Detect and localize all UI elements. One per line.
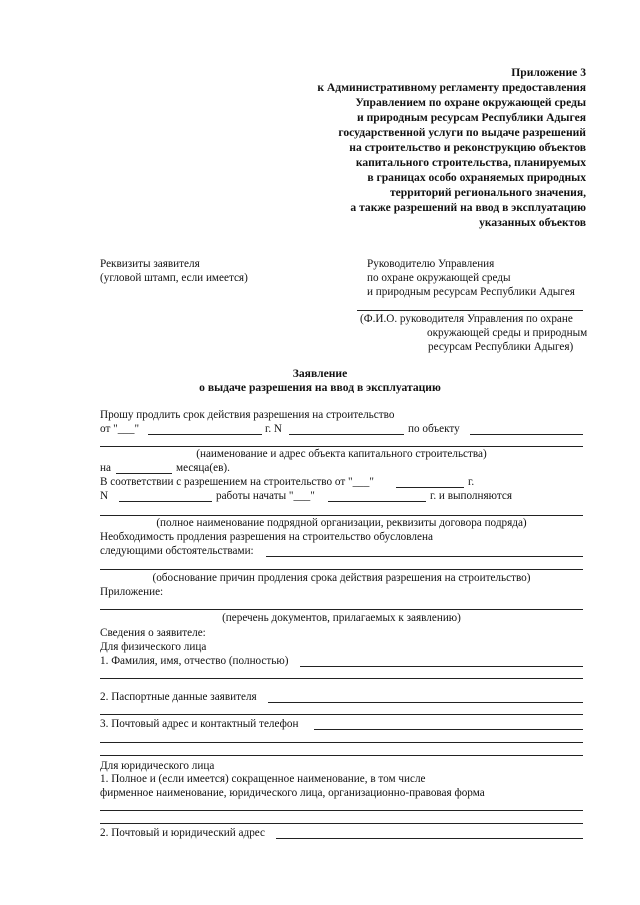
header-line: Управлением по охране окружающей среды xyxy=(355,96,586,109)
n-label: N xyxy=(100,490,109,502)
object-field[interactable] xyxy=(470,434,583,435)
applicant-info-label: Сведения о заявителе: xyxy=(100,627,206,639)
circumstances-field[interactable] xyxy=(266,556,583,557)
legal-name-label: фирменное наименование, юридического лица, организационно-правовая форма xyxy=(100,787,485,799)
applicant-requisites-label: Реквизиты заявителя xyxy=(100,258,200,270)
attachment-label: Приложение: xyxy=(100,586,164,598)
g-label: г. xyxy=(468,476,475,488)
g-n-label: г. N xyxy=(265,423,282,435)
legal-name-label: 1. Полное и (если имеется) сокращенное наименование, в том числе xyxy=(100,773,426,785)
legal-address-field[interactable] xyxy=(276,838,583,839)
necessity-text: Необходимость продления разрешения на строительство обусловлена xyxy=(100,531,433,543)
postal-phone-field-line3[interactable] xyxy=(100,755,583,756)
fio-label: 1. Фамилия, имя, отчество (полностью) xyxy=(100,655,289,667)
appendix-number: Приложение 3 xyxy=(511,66,586,79)
addressee-note: (Ф.И.О. руководителя Управления по охране xyxy=(360,313,573,325)
addressee-line: и природным ресурсам Республики Адыгея xyxy=(367,286,575,298)
legal-name-field[interactable] xyxy=(100,810,583,811)
works-started-label: работы начаты "___" xyxy=(216,490,315,502)
header-line: к Административному регламенту предоставления xyxy=(317,81,586,94)
legal-address-label: 2. Почтовый и юридический адрес xyxy=(100,827,266,839)
header-line: на строительство и реконструкцию объектов xyxy=(349,141,586,154)
permit-number-field[interactable] xyxy=(289,434,404,435)
header-line: в границах особо охраняемых природных xyxy=(367,171,586,184)
header-line: государственной услуги по выдаче разрешений xyxy=(338,126,586,139)
passport-label: 2. Паспортные данные заявителя xyxy=(100,691,257,703)
object-label: по объекту xyxy=(408,423,460,435)
object-field-line2[interactable] xyxy=(100,446,583,447)
g-performed-label: г. и выполняются xyxy=(430,490,512,502)
request-text: Прошу продлить срок действия разрешения на строительство xyxy=(100,409,395,421)
addressee-note: окружающей среды и природным xyxy=(427,327,588,339)
permit-no-field[interactable] xyxy=(119,501,212,502)
permit-date-field[interactable] xyxy=(396,487,464,488)
document-title: Заявление xyxy=(292,367,348,380)
fio-field-line2[interactable] xyxy=(100,678,583,679)
addressee-line: по охране окружающей среды xyxy=(367,272,511,284)
addressee-name-line[interactable] xyxy=(357,310,583,311)
from-label: от "___" xyxy=(100,423,140,435)
contractor-field[interactable] xyxy=(100,515,583,516)
postal-phone-label: 3. Почтовый адрес и контактный телефон xyxy=(100,718,299,730)
corner-stamp-note: (угловой штамп, если имеется) xyxy=(100,272,248,284)
header-line: и природным ресурсам Республики Адыгея xyxy=(357,111,586,124)
object-caption: (наименование и адрес объекта капитального строительства) xyxy=(196,448,487,460)
docs-caption: (перечень документов, прилагаемых к заявлению) xyxy=(222,612,461,624)
months-label: месяца(ев). xyxy=(176,462,230,474)
passport-field[interactable] xyxy=(268,702,583,703)
fio-field[interactable] xyxy=(300,666,583,667)
legal-entity-label: Для юридического лица xyxy=(100,760,215,772)
reason-caption: (обоснование причин продления срока действия разрешения на строительство) xyxy=(152,572,531,584)
header-line: территорий регионального значения, xyxy=(389,186,586,199)
header-line: капитального строительства, планируемых xyxy=(355,156,586,169)
works-start-date-field[interactable] xyxy=(328,501,426,502)
addressee-line: Руководителю Управления xyxy=(367,258,495,270)
postal-phone-field-line2[interactable] xyxy=(100,742,583,743)
necessity-text: следующими обстоятельствами: xyxy=(100,545,254,557)
contractor-caption: (полное наименование подрядной организации, реквизиты договора подряда) xyxy=(156,517,527,529)
circumstances-field-line2[interactable] xyxy=(100,569,583,570)
document-subtitle: о выдаче разрешения на ввод в эксплуатацию xyxy=(199,381,441,394)
months-field[interactable] xyxy=(116,473,172,474)
addressee-note: ресурсам Республики Адыгея) xyxy=(428,341,574,353)
passport-field-line2[interactable] xyxy=(100,714,583,715)
header-line: а также разрешений на ввод в эксплуатацию xyxy=(350,201,586,214)
na-label: на xyxy=(100,462,111,474)
accordance-text: В соответствии с разрешением на строительство от "___" xyxy=(100,476,374,488)
date-field[interactable] xyxy=(148,434,262,435)
individual-label: Для физического лица xyxy=(100,641,207,653)
attachment-field[interactable] xyxy=(100,609,583,610)
header-line: указанных объектов xyxy=(479,216,586,229)
postal-phone-field[interactable] xyxy=(314,729,583,730)
legal-name-field-line2[interactable] xyxy=(100,823,583,824)
